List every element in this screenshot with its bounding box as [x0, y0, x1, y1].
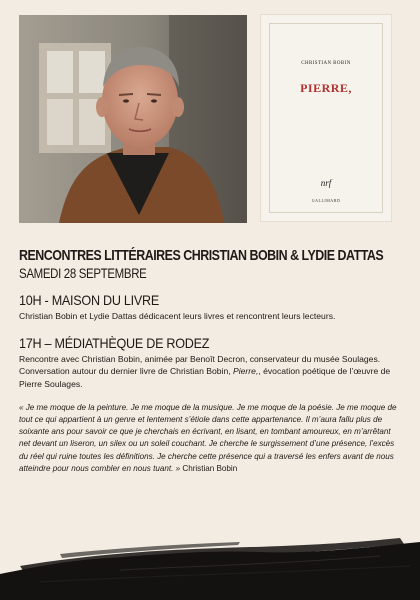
event-title: RENCONTRES LITTÉRAIRES CHRISTIAN BOBIN & LYDIE DATTAS	[19, 247, 384, 264]
book-cover-title: PIERRE,	[300, 81, 352, 95]
session-mediatheque	[19, 334, 401, 390]
event-date: SAMEDI 28 SEPTEMBRE	[19, 266, 147, 281]
event-content	[19, 246, 401, 483]
author-portrait-photo	[19, 15, 247, 223]
session-text-start: Rencontre avec Christian Bobin, animée par Benoît Decron, conservateur du musée Soulages. Conversation autour du dernier livre de Christian Bobin,	[19, 354, 381, 377]
quote-text: « Je me moque de la peinture. Je me moque de la musique. Je me moque de la poésie. Je me moque de tout ce qui appartient à un genre et lentement s’étiole dans cette appartenance. Il m’aura fallu plus de soixante ans pour savoir ce que je cherchais en écrivant, en lisant, en tombant amoureux, en m’arrêtant net devant un liseron, un silex ou un soleil couchant. Je cherche le surgissement d’une présence, l’excès du réel qui ruine toutes les définitions. Je cherche cette présence qui a traversé les enfers avant de nous atteindre pour nous combler en nous tuant. »	[19, 402, 397, 473]
session-description: Christian Bobin et Lydie Dattas dédicacent leurs livres et rencontrent leurs lecteurs.	[19, 311, 336, 321]
book-cover-author: CHRISTIAN BOBIN	[301, 61, 351, 66]
book-cover	[261, 15, 391, 221]
session-maison-du-livre	[19, 291, 401, 322]
publisher-logo: nrf	[320, 178, 332, 188]
book-cover-publisher: GALLIMARD	[311, 198, 341, 203]
author-quote	[19, 402, 401, 475]
session-heading: 10H - MAISON DU LIVRE	[19, 292, 159, 308]
session-text-end: , évocation poétique de l’œuvre de Pierre Soulages.	[19, 366, 391, 389]
session-heading: 17H – MÉDIATHÈQUE DE RODEZ	[19, 335, 210, 352]
quote-author: Christian Bobin	[182, 463, 238, 473]
book-title-inline: Pierre,	[233, 366, 259, 377]
session-description	[19, 353, 401, 390]
brush-stroke-decoration	[0, 536, 420, 600]
